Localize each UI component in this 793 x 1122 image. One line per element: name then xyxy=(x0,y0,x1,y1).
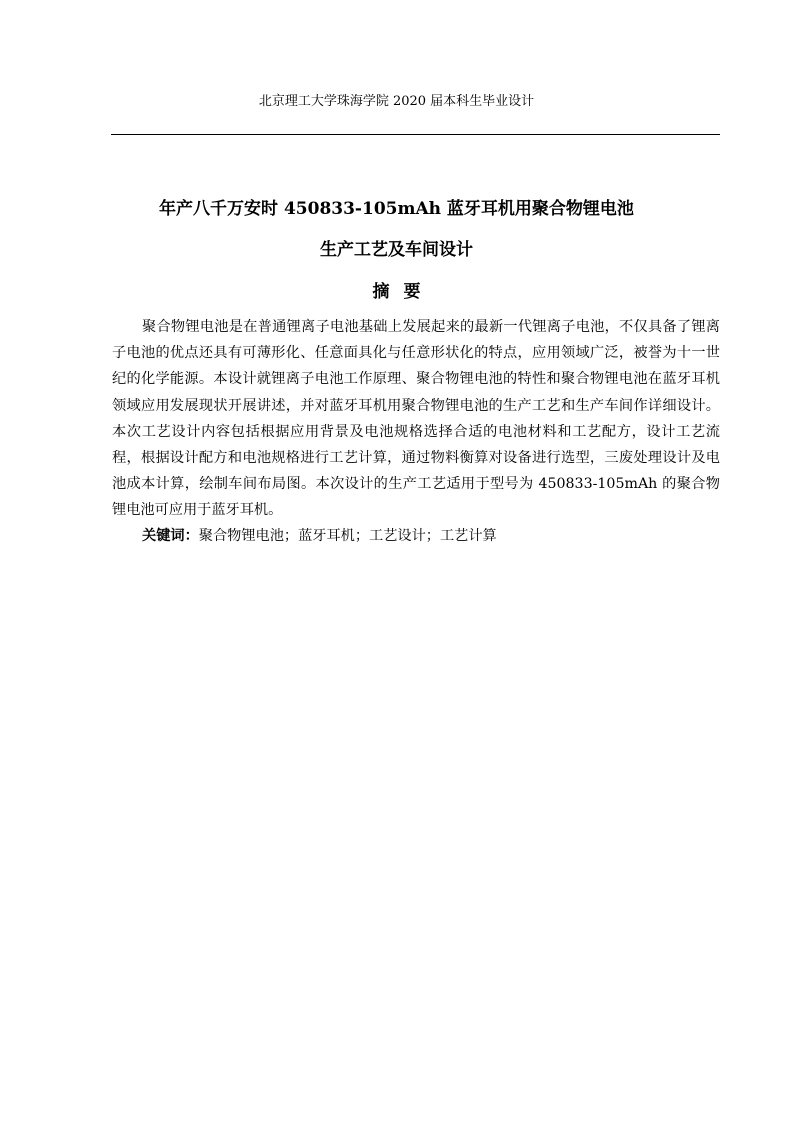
running-header: 北京理工大学珠海学院 2020 届本科生毕业设计 xyxy=(258,94,535,109)
header-divider xyxy=(111,134,720,135)
abstract-paragraph: 聚合物锂电池是在普通锂离子电池基础上发展起来的最新一代锂离子电池，不仅具备了锂离子电池的优点还具有可薄形化、任意面具化与任意形状化的特点，应用领域广泛，被誉为十一世纪的化学能源。本设计就锂离子电池工作原理、聚合物锂电池的特性和聚合物锂电池在蓝牙耳机领域应用发展现状开展讲述，并对蓝牙耳机用聚合物锂电池的生产工艺和生产车间作详细设计。本次工艺设计内容包括根据应用背景及电池规格选择合适的电池材料和工艺配方，设计工艺流程，根据设计配方和电池规格进行工艺计算，通过物料衡算对设备进行选型，三废处理设计及电池成本计算，绘制车间布局图。本次设计的生产工艺适用于型号为 450833-105mAh 的聚合物锂电池可应用于蓝牙耳机。 xyxy=(112,319,720,519)
thesis-title-line-1: 年产八千万安时 450833-105mAh 蓝牙耳机用聚合物锂电池 xyxy=(159,199,634,219)
keywords-label: 关键词： xyxy=(142,528,199,544)
thesis-title-line-2: 生产工艺及车间设计 xyxy=(320,240,473,260)
keywords-line xyxy=(112,523,720,549)
keywords-text: 聚合物锂电池；蓝牙耳机；工艺设计；工艺计算 xyxy=(198,528,497,544)
abstract-heading: 摘要 xyxy=(372,282,435,302)
